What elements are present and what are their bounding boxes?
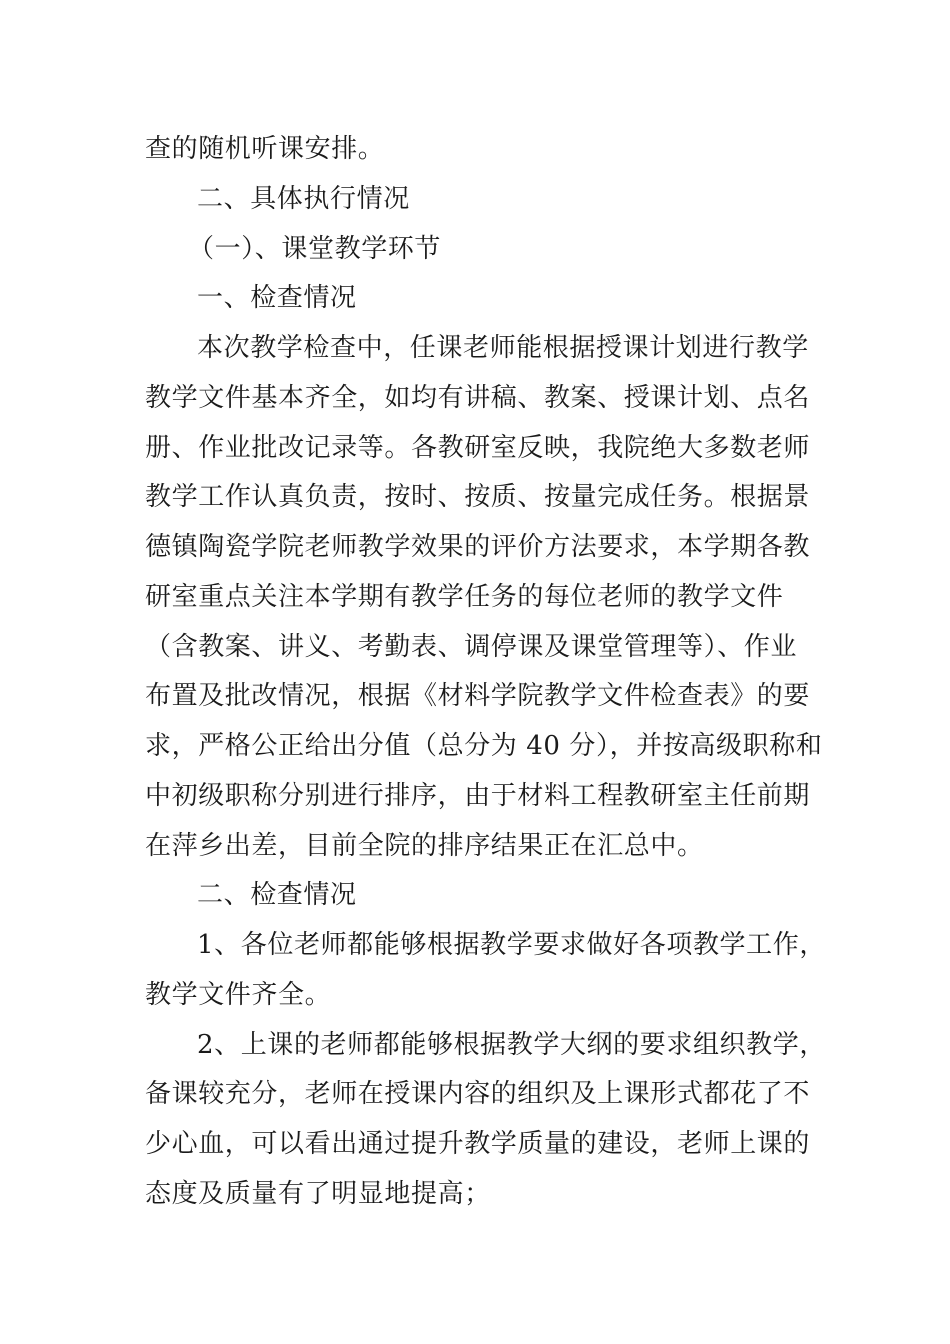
paragraph-line: 研室重点关注本学期有教学任务的每位老师的教学文件 [145,582,784,612]
item-heading: 一、检查情况 [197,283,357,313]
list-item-line: 态度及质量有了明显地提高； [145,1179,491,1209]
paragraph-line: 教学文件基本齐全，如均有讲稿、教案、授课计划、点名 [145,383,811,413]
paragraph-line: 求，严格公正给出分值（总分为 40 分），并按高级职称和 [145,731,823,761]
paragraph-line: 册、作业批改记录等。各教研室反映，我院绝大多数老师 [145,433,811,463]
list-item-line: 1、各位老师都能够根据教学要求做好各项教学工作， [197,930,826,960]
paragraph-line: 本次教学检查中，任课老师能根据授课计划进行教学 [197,333,809,363]
paragraph-line: 布置及批改情况，根据《材料学院教学文件检查表》的要 [145,681,811,711]
item-heading: 二、检查情况 [197,880,357,910]
list-item-line: 教学文件齐全。 [145,980,332,1010]
section-heading: 二、具体执行情况 [197,184,410,214]
paragraph-line: （含教案、讲义、考勤表、调停课及课堂管理等）、作业 [145,632,798,662]
paragraph-line: 在萍乡出差，目前全院的排序结果正在汇总中。 [145,831,704,861]
paragraph-line: 教学工作认真负责，按时、按质、按量完成任务。根据景 [145,482,811,512]
paragraph-line: 中初级职称分别进行排序，由于材料工程教研室主任前期 [145,781,811,811]
paragraph-line: 德镇陶瓷学院老师教学效果的评价方法要求，本学期各教 [145,532,811,562]
paragraph-line: 查的随机听课安排。 [145,134,385,164]
list-item-line: 2、上课的老师都能够根据教学大纲的要求组织教学， [197,1030,826,1060]
list-item-line: 少心血，可以看出通过提升教学质量的建设，老师上课的 [145,1129,811,1159]
subsection-heading: （一）、课堂教学环节 [188,234,442,264]
list-item-line: 备课较充分，老师在授课内容的组织及上课形式都花了不 [145,1079,811,1109]
